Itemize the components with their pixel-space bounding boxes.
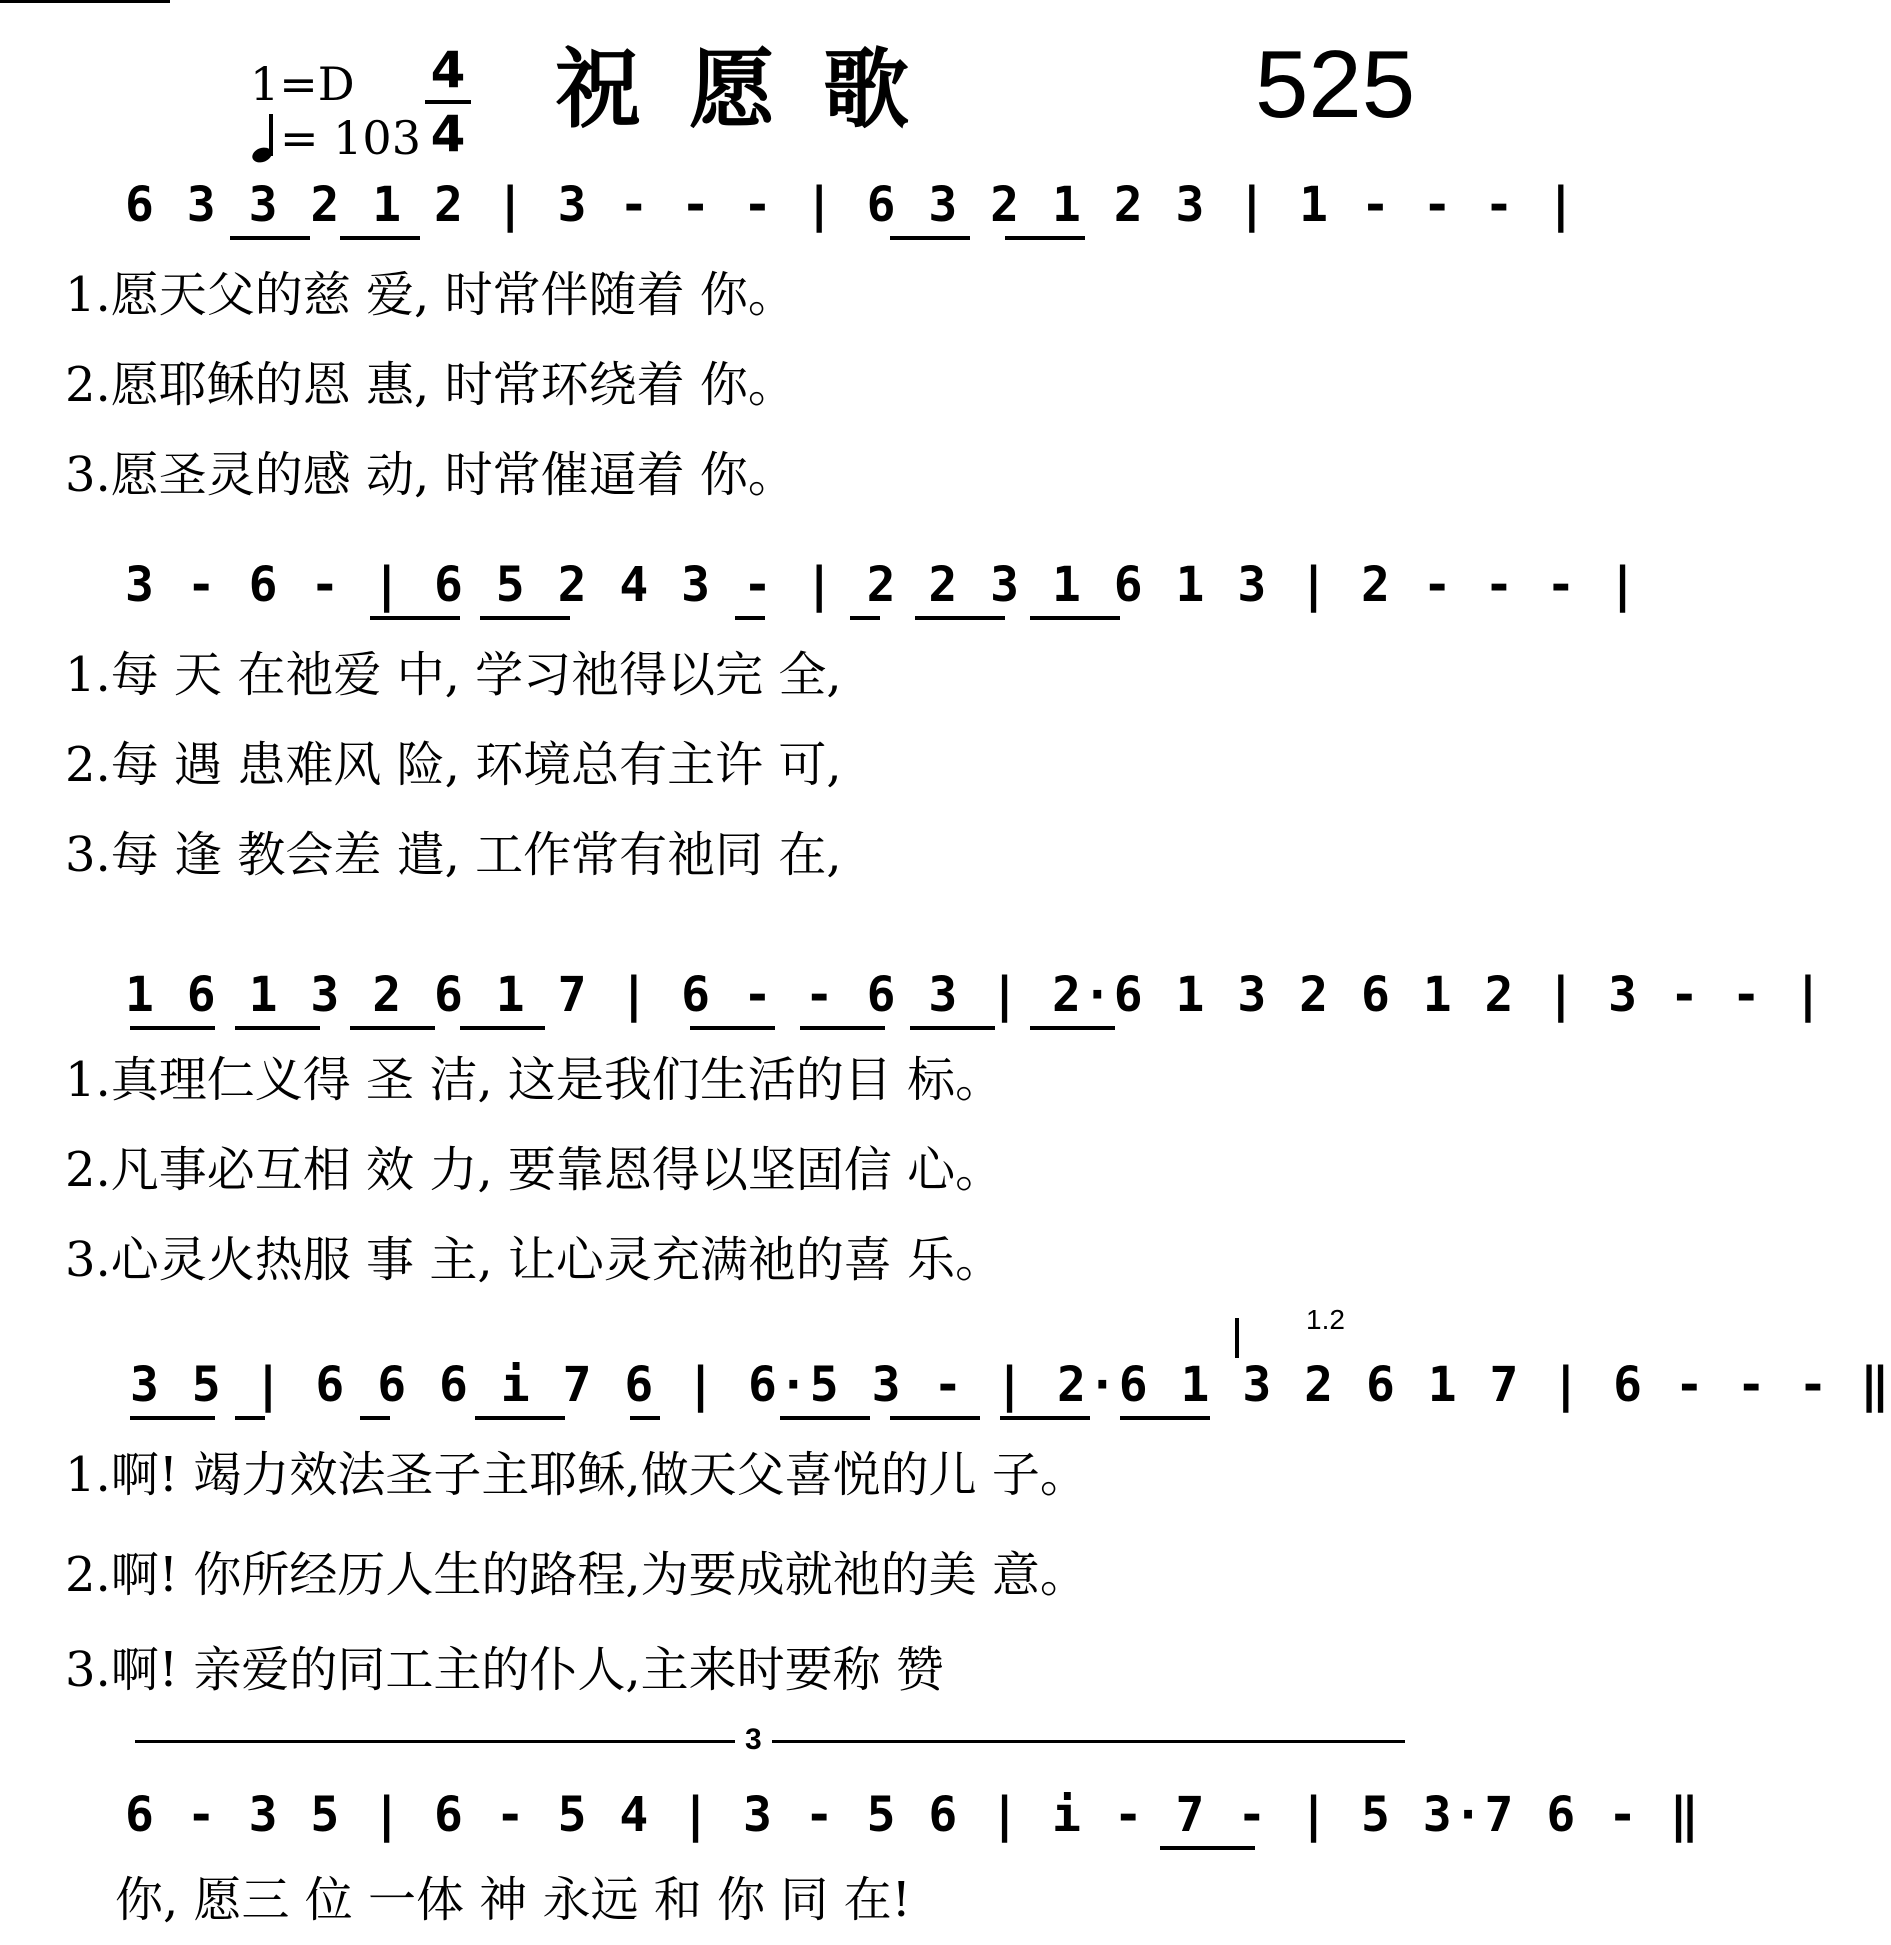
underline [1030,616,1120,620]
lyric-line: 1.啊! 竭力效法圣子主耶稣,做天父喜悦的儿 子。 [65,1447,1088,1503]
underline [130,1026,215,1030]
underline [890,236,970,240]
underline [350,1026,435,1030]
lyric-line: 1.每 天 在祂爱 中, 学习祂得以完 全, [65,647,842,703]
underline [1000,1416,1090,1420]
volta-bracket-left-edge [1235,1318,1239,1358]
underline [910,1026,995,1030]
hymn-number: 525 [1255,31,1416,138]
triplet-label: 3 [735,1724,772,1756]
underline [630,1416,660,1420]
time-signature-denominator: 4 [430,105,466,163]
underline [690,1026,775,1030]
song-title: 祝愿歌 [555,40,957,140]
underline [850,616,880,620]
underline [1030,1026,1115,1030]
tempo-value: = 103 [280,111,421,165]
lyric-line: 3.啊! 亲爱的同工主的仆人,主来时要称 赞 [65,1642,944,1698]
volta-bracket [0,0,170,43]
underline [130,1416,215,1420]
notation-line-5: 6 - 3 5 | 6 - 5 4 | 3 - 5 6 | i - 7 - | 5 3·7 6 - ‖ [125,1787,1701,1843]
lyric-line: 1.愿天父的慈 爱, 时常伴随着 你。 [65,267,796,323]
underline [235,1026,320,1030]
lyric-line: 2.愿耶稣的恩 惠, 时常环绕着 你。 [65,357,796,413]
time-signature [425,42,471,162]
underline [1120,1416,1210,1420]
tempo-marking [250,112,421,164]
underline [780,1416,870,1420]
underline [340,236,420,240]
underline [480,616,570,620]
underline [360,1416,390,1420]
notation-line-2: 3 - 6 - | 6 5 2 4 3 - | 2 2 3 1 6 1 3 | 2 - - - | [125,557,1640,613]
underline [800,1026,885,1030]
underline [1160,1846,1255,1850]
quarter-note-icon [250,114,280,164]
lyric-line: 2.每 遇 患难风 险, 环境总有主许 可, [65,737,842,793]
underline [370,616,460,620]
underline [460,1026,545,1030]
lyric-line: 2.啊! 你所经历人生的路程,为要成就祂的美 意。 [65,1547,1088,1603]
underline [235,1416,265,1420]
volta-label: 1.2 [1300,1306,1351,1334]
lyric-line: 3.每 逢 教会差 遣, 工作常有祂同 在, [65,827,842,883]
lyric-line: 3.心灵火热服 事 主, 让心灵充满祂的喜 乐。 [65,1232,1004,1288]
time-signature-numerator: 4 [430,41,466,99]
lyric-line: 1.真理仁义得 圣 洁, 这是我们生活的目 标。 [65,1052,1004,1108]
notation-line-1: 6 3 3 2 1 2 | 3 - - - | 6 3 2 1 2 3 | 1 - - - | [125,177,1578,233]
lyric-line: 你, 愿三 位 一体 神 永远 和 你 同 在! [115,1872,911,1928]
key-signature: 1=D [250,57,355,111]
underline [890,1416,980,1420]
underline [1005,236,1085,240]
underline [230,236,310,240]
lyric-line: 2.凡事必互相 效 力, 要靠恩得以坚固信 心。 [65,1142,1004,1198]
notation-line-3: 1 6 1 3 2 6 1 7 | 6 - - 6 3 | 2·6 1 3 2 6 1 2 | 3 - - | [125,967,1825,1023]
underline [475,1416,565,1420]
lyric-line: 3.愿圣灵的感 动, 时常催逼着 你。 [65,447,796,503]
notation-line-4: 3 5 | 6 6 6 i 7 6 | 6·5 3 - | 2·6 1 3 2 6 1 7 | 6 - - - ‖ [130,1357,1891,1413]
underline [735,616,765,620]
underline [915,616,1005,620]
time-signature-divider [425,100,471,104]
